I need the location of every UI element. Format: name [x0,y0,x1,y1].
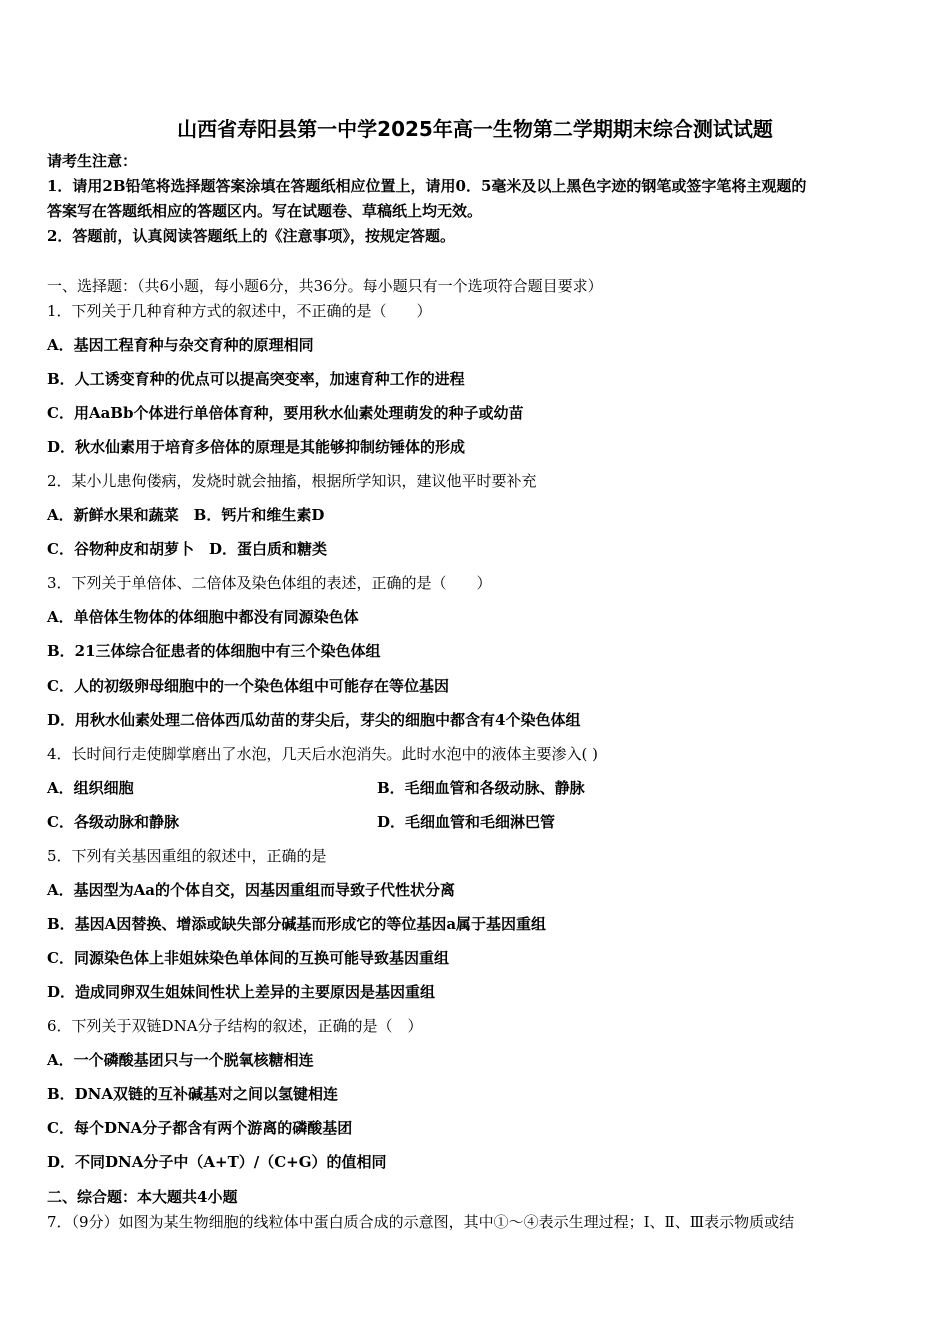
question-2-options-ab: A．新鲜水果和蔬菜 B．钙片和维生素D [47,506,325,524]
question-6-option-a: A．一个磷酸基团只与一个脱氧核糖相连 [47,1051,314,1069]
section-2-heading: 二、综合题：本大题共4小题 [47,1188,238,1206]
question-1-stem: 1．下列关于几种育种方式的叙述中，不正确的是（ ） [47,302,432,320]
notice-item-1-line-1: 1．请用2B铅笔将选择题答案涂填在答题纸相应位置上，请用0．5毫米及以上黑色字迹的钢笔或签字笔将主观题的 [47,177,807,195]
question-1-option-b: B．人工诱变育种的优点可以提高突变率，加速育种工作的进程 [47,370,465,388]
exam-title: 山西省寿阳县第一中学2025年高一生物第二学期期末综合测试试题 [177,117,773,141]
question-6-option-b: B．DNA双链的互补碱基对之间以氢键相连 [47,1085,339,1103]
question-5-option-d: D．造成同卵双生姐妹间性状上差异的主要原因是基因重组 [47,983,436,1001]
question-3-stem: 3．下列关于单倍体、二倍体及染色体组的表述，正确的是（ ） [47,574,492,592]
question-3-option-b: B．21三体综合征患者的体细胞中有三个染色体组 [47,642,381,660]
question-3-option-d: D．用秋水仙素处理二倍体西瓜幼苗的芽尖后，芽尖的细胞中都含有4个染色体组 [47,711,581,729]
question-1-option-c: C．用AaBb个体进行单倍体育种，要用秋水仙素处理萌发的种子或幼苗 [47,404,524,422]
question-4-stem: 4．长时间行走使脚掌磨出了水泡，几天后水泡消失。此时水泡中的液体主要渗入( ) [47,745,599,763]
question-7-stem: 7．（9分）如图为某生物细胞的线粒体中蛋白质合成的示意图，其中①～④表示生理过程；Ⅰ、Ⅱ、Ⅲ表示物质或结 [47,1213,795,1231]
notice-item-2: 2．答题前，认真阅读答题纸上的《注意事项》，按规定答题。 [47,227,455,245]
question-5-option-b: B．基因A因替换、增添或缺失部分碱基而形成它的等位基因a属于基因重组 [47,915,547,933]
question-4-option-b: B．毛细血管和各级动脉、静脉 [377,779,585,797]
notice-item-1-line-2: 答案写在答题纸相应的答题区内。写在试题卷、草稿纸上均无效。 [47,202,483,220]
question-5-stem: 5．下列有关基因重组的叙述中，正确的是 [47,847,327,865]
question-5-option-a: A．基因型为Aa的个体自交，因基因重组而导致子代性状分离 [47,881,455,899]
question-2-options-cd: C．谷物种皮和胡萝卜 D．蛋白质和糖类 [47,540,327,558]
question-3-option-a: A．单倍体生物体的体细胞中都没有同源染色体 [47,608,359,626]
question-6-stem: 6．下列关于双链DNA分子结构的叙述，正确的是（ ） [47,1017,423,1035]
question-4-option-a: A．组织细胞 [47,779,134,797]
question-4-option-d: D．毛细血管和毛细淋巴管 [377,813,556,831]
question-3-option-c: C．人的初级卵母细胞中的一个染色体组中可能存在等位基因 [47,677,449,695]
question-2-stem: 2．某小儿患佝偻病，发烧时就会抽搐，根据所学知识，建议他平时要补充 [47,472,537,490]
section-1-heading: 一、选择题：（共6小题，每小题6分，共36分。每小题只有一个选项符合题目要求） [47,277,603,295]
notice-heading: 请考生注意： [47,152,138,170]
question-6-option-c: C．每个DNA分子都含有两个游离的磷酸基团 [47,1119,353,1137]
question-5-option-c: C．同源染色体上非姐妹染色单体间的互换可能导致基因重组 [47,949,449,967]
question-6-option-d: D．不同DNA分子中（A+T）/（C+G）的值相同 [47,1153,387,1171]
question-4-option-c: C．各级动脉和静脉 [47,813,179,831]
question-1-option-a: A．基因工程育种与杂交育种的原理相同 [47,336,314,354]
question-1-option-d: D．秋水仙素用于培育多倍体的原理是其能够抑制纺锤体的形成 [47,438,466,456]
